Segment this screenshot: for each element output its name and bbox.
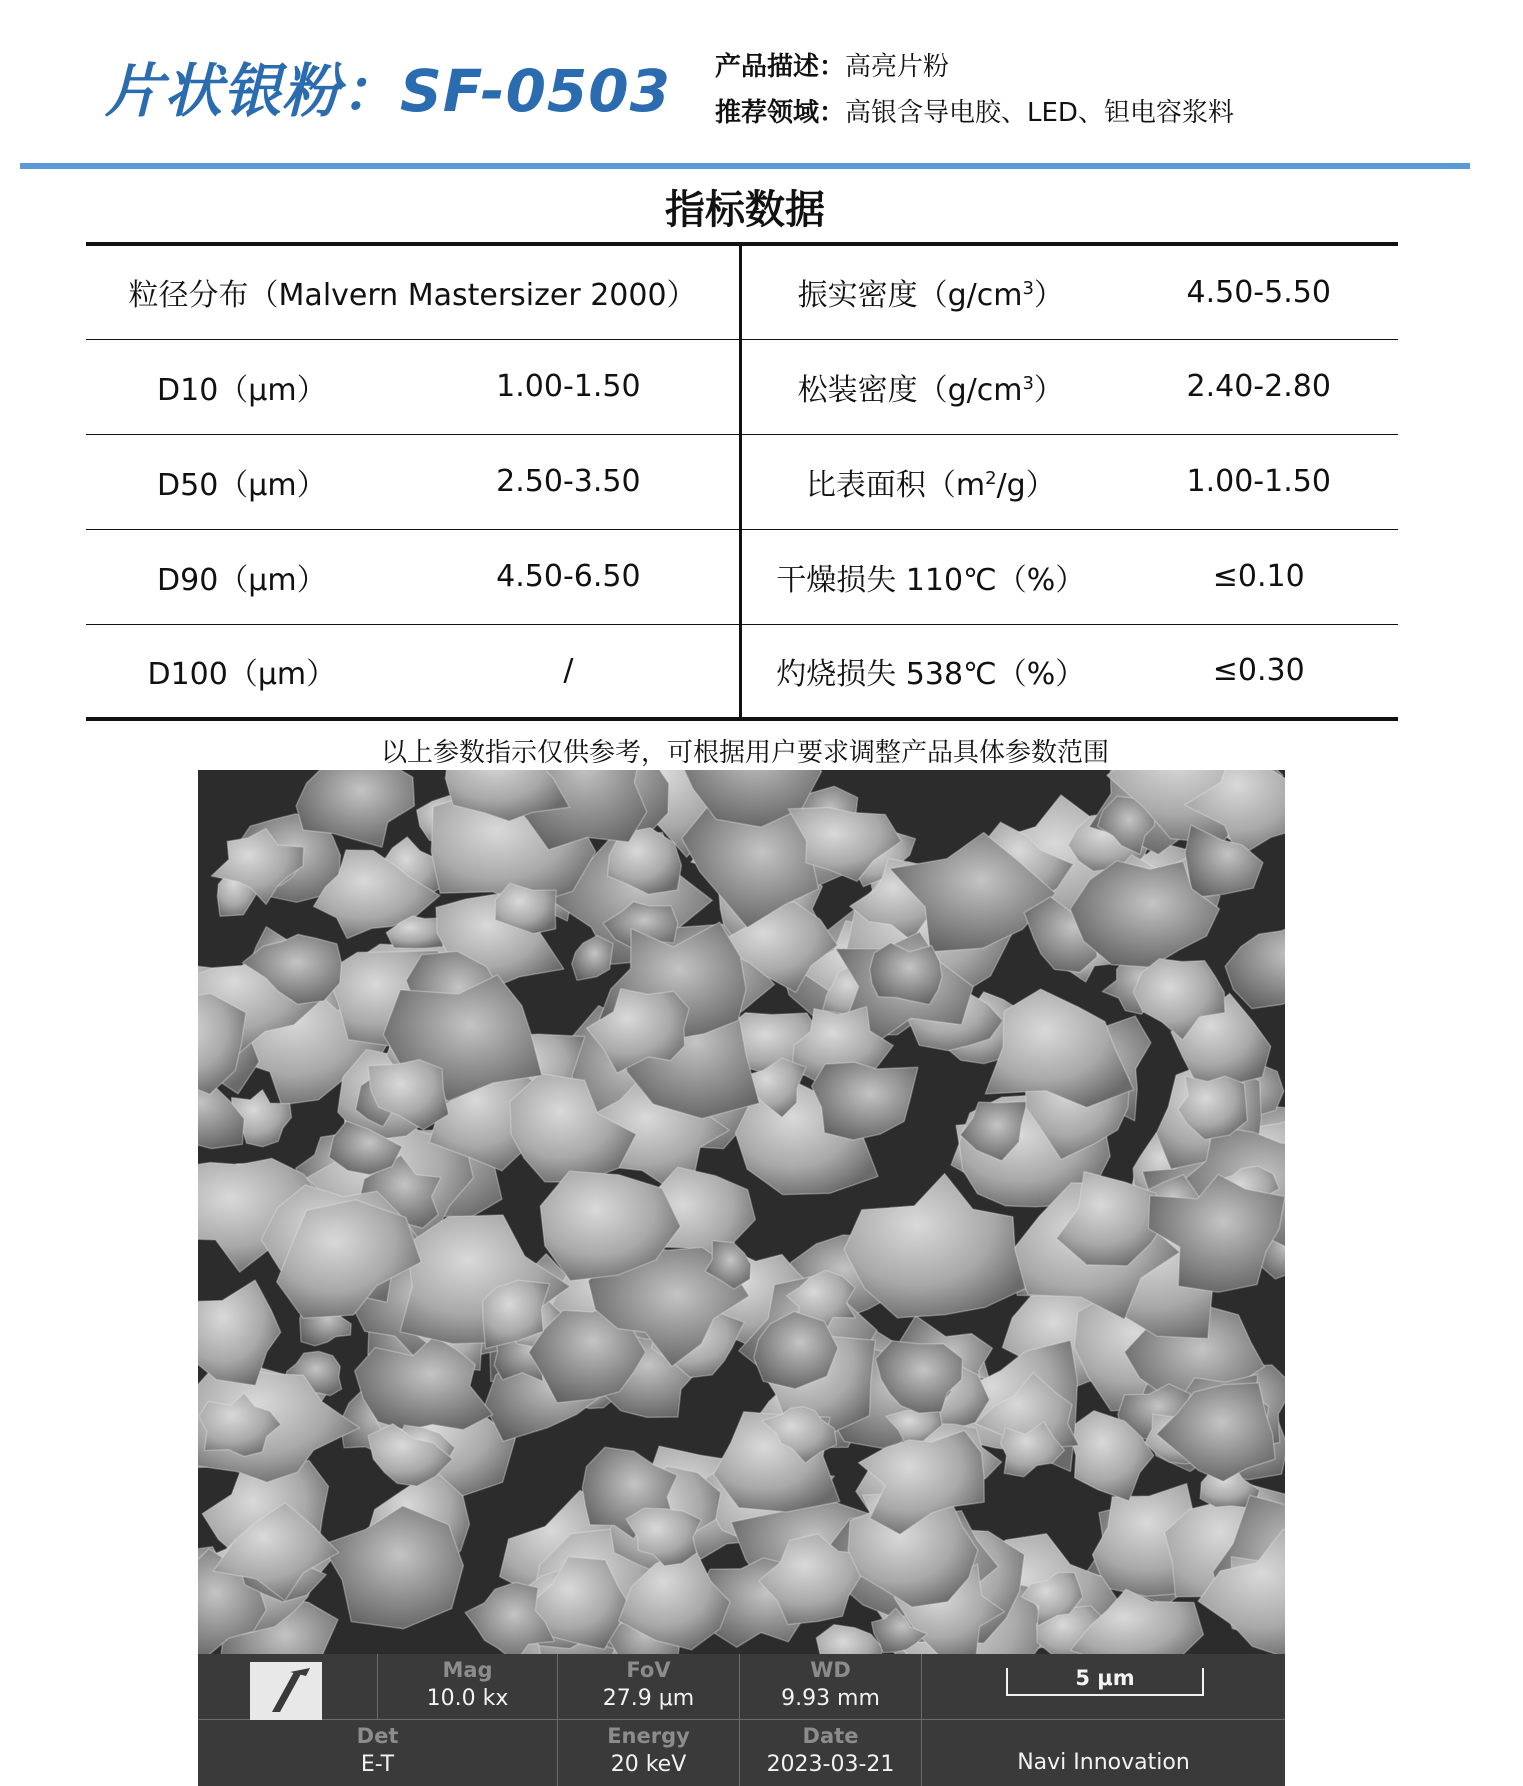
- spec-value: 2.40-2.80: [1119, 339, 1398, 434]
- spec-label: D10（μm）: [86, 339, 398, 434]
- det-cell: Det E-T: [198, 1720, 558, 1786]
- application-label: 推荐领域：: [715, 98, 846, 128]
- spec-value: 2.50-3.50: [398, 434, 741, 529]
- spec-label: 干燥损失 110℃（%）: [741, 529, 1120, 624]
- fov-cell: FoV 27.9 μm: [558, 1654, 740, 1720]
- mag-cell: Mag 10.0 kx: [378, 1654, 558, 1720]
- spec-value: 1.00-1.50: [1119, 434, 1398, 529]
- table-row: [86, 624, 1398, 719]
- scale-bar: 5 μm: [1006, 1668, 1204, 1696]
- spec-label: D90（μm）: [86, 529, 398, 624]
- description-value: 高亮片粉: [845, 52, 950, 82]
- spec-value: 1.00-1.50: [398, 339, 741, 434]
- silver-flake: [870, 943, 942, 1005]
- spec-value: /: [398, 624, 741, 719]
- sem-micrograph: [198, 770, 1285, 1786]
- maker-cell: Navi Innovation: [1017, 1750, 1190, 1775]
- application-value: 高银含导电胶、LED、钽电容浆料: [845, 98, 1234, 128]
- instrument-logo-icon: [250, 1662, 322, 1720]
- sem-particle-image: [198, 770, 1285, 1654]
- spec-value: ≤0.30: [1119, 624, 1398, 719]
- description-label: 产品描述：: [715, 52, 846, 82]
- table-row: [86, 244, 1398, 339]
- spec-label: 灼烧损失 538℃（%）: [741, 624, 1120, 719]
- spec-table: [86, 242, 1398, 721]
- section-title: 指标数据: [665, 187, 825, 233]
- product-title: 片状银粉：SF-0503: [105, 57, 672, 125]
- logo-cell: [198, 1654, 378, 1720]
- spec-label: 松装密度$(g/cm^3)$: [741, 339, 1120, 434]
- psd-title: 粒径分布（Malvern Mastersizer 2000）: [86, 244, 741, 339]
- header: [0, 0, 1523, 175]
- date-cell: Date 2023-03-21: [740, 1720, 922, 1786]
- energy-cell: Energy 20 keV: [558, 1720, 740, 1786]
- header-divider: [20, 163, 1470, 169]
- table-row: [86, 339, 1398, 434]
- table-row: [86, 434, 1398, 529]
- table-row: [86, 529, 1398, 624]
- spec-value: 4.50-6.50: [398, 529, 741, 624]
- sem-info-bar: [198, 1654, 1285, 1786]
- scale-cell: [922, 1654, 1285, 1720]
- spec-label: 振实密度$(g/cm^3)$: [741, 244, 1120, 339]
- spec-label: D50（μm）: [86, 434, 398, 529]
- wd-cell: WD 9.93 mm: [740, 1654, 922, 1720]
- spec-value: ≤0.10: [1119, 529, 1398, 624]
- spec-label: 比表面积$(m^2/g)$: [741, 434, 1120, 529]
- spec-label: D100（μm）: [86, 624, 398, 719]
- disclaimer-note: 以上参数指示仅供参考，可根据用户要求调整产品具体参数范围: [380, 738, 1109, 768]
- product-description: [715, 44, 1234, 136]
- spec-value: 4.50-5.50: [1119, 244, 1398, 339]
